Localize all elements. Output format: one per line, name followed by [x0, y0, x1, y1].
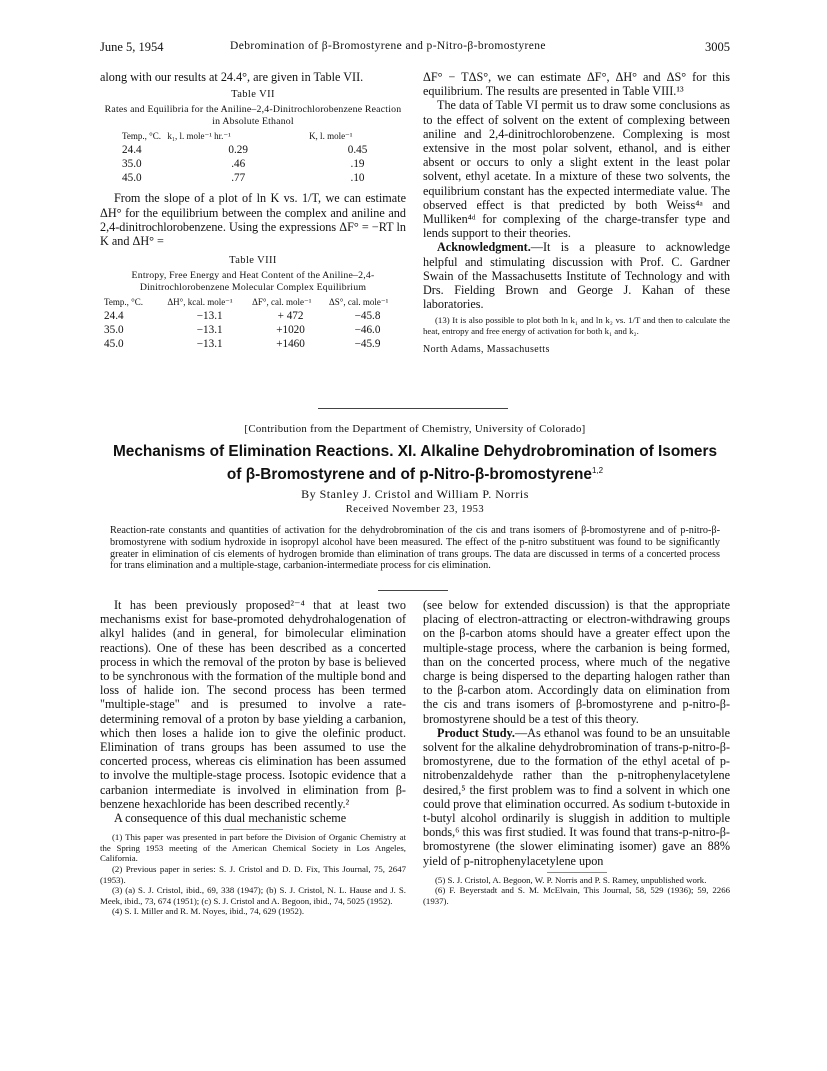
running-header [100, 40, 730, 56]
table-cell: .19 [350, 158, 365, 171]
table-cell: −46.0 [354, 324, 381, 337]
table-row [100, 157, 406, 171]
table-cell: .46 [231, 158, 246, 171]
table-cell: −13.1 [196, 324, 223, 337]
abstract: Reaction-rate constants and quantities of activation for the dehydrobromination of the cis and trans isomers of β-bromostyrene and of p-nitro-β-bromostyrene with sodium hydroxide in isopropyl alcohol have been measured. The effect of the p-nitro substituent was found to be significantly greater in elimination of cis elements of hydrogen bromide than elimination of trans groups. The data are discussed in terms of a concerted process for trans elimination and a multiple-stage, carbanion-intermediate process for cis elimination. [110, 525, 720, 572]
table-cell: 45.0 [104, 338, 124, 351]
table8-header: ΔF°, cal. mole⁻¹ [252, 297, 312, 308]
abstract-divider [378, 590, 448, 591]
table7-header: k₁, l. mole⁻¹ hr.⁻¹ [167, 131, 231, 142]
contribution-line: [Contribution from the Department of Chemistry, University of Colorado] [244, 423, 586, 435]
table7-label: Table VII [231, 89, 275, 101]
header-running-title: Debromination of β-Bromostyrene and p-Nitro-β-bromostyrene [230, 40, 546, 52]
table-cell: 24.4 [122, 144, 142, 157]
table-cell: −13.1 [196, 338, 223, 351]
footnote-5: (5) S. J. Cristol, A. Begoon, W. P. Norris and P. S. Ramey, unpublished work. [435, 874, 707, 885]
acknowledgment [423, 240, 730, 311]
body-paragraph: A consequence of this dual mechanistic scheme [114, 811, 347, 826]
footnote-6: (6) F. Beyerstadt and S. M. McElvain, This Journal, 58, 529 (1936); 59, 2266 (1937). [423, 885, 730, 907]
product-study-text: —As ethanol was found to be an unsuitable solvent for the alkaline dehydrobromination of trans-p-nitro-β-bromostyrene, due to the formation of the ethyl acetal of p-nitrobenzaldehyde rather than the p-nitrophenylacetylene desired,⁵ the first problem was to find a solvent in which one could prove that elimination occurred. As sodium t-butoxide in t-butyl alcohol ordinarily is sluggish in addition to multiple bonds,⁶ this was first studied. It was found that trans-p-nitro-β-bromostyrene (the slower eliminating isomer) gave an 88% yield of p-nitrophenylacetylene upon [423, 725, 730, 868]
table7-header: K, l. mole⁻¹ [309, 131, 353, 142]
footnote-3: (3) (a) S. J. Cristol, ibid., 69, 338 (1947); (b) S. J. Cristol, N. L. Hause and J. S. Meek, ibid., 73, 674 (1951); (c) S. J. Cristol and A. Begoon, ibid., 74, 5025 (1952). [100, 885, 406, 906]
footnote-1: (1) This paper was presented in part before the Division of Organic Chemistry at the Spring 1953 meeting of the American Chemical Society in Los Angeles, California. [100, 832, 406, 864]
right-column-top [423, 70, 730, 357]
product-study-heading: Product Study. [437, 725, 515, 740]
table-cell: + 472 [277, 310, 304, 323]
body-paragraph: (see below for extended discussion) is that the appropriate placing of electron-attracting or electron-withdrawing groups on the β-carbon atoms should have a greater effect upon the multiple-stage process, where the carbanion is being formed, than on the concerted process, where much of the negative charge is being dispersed to the departing halogen rather than to the β-carbon atom. Accordingly data on elimination from the cis and trans isomers of β-bromostyrene and p-nitro-β-bromostyrene should be a test of this theory. [423, 598, 730, 726]
table-row [100, 171, 406, 185]
table8-header: Temp., °C. [104, 297, 143, 308]
title-footnote-ref: 1,2 [591, 466, 604, 475]
footnote-divider [547, 872, 607, 873]
table8-caption: Entropy, Free Energy and Heat Content of the Aniline–2,4-Dinitrochlorobenzene Molecular Complex Equilibrium [131, 270, 375, 294]
section-divider [318, 408, 508, 409]
table7-header: Temp., °C. [122, 131, 161, 142]
intro-text: along with our results at 24.4°, are given in Table VII. [100, 70, 364, 84]
table7 [100, 128, 406, 185]
table8-header: ΔH°, kcal. mole⁻¹ [167, 297, 233, 308]
article-title-line1: Mechanisms of Elimination Reactions. XI. Alkaline Dehydrobromination of Isomers [112, 443, 718, 460]
location: North Adams, Massachusetts [423, 343, 550, 355]
ack-text: —It is a pleasure to acknowledge helpful and stimulating discussion with Prof. C. Gardner Swain of the Massachusetts Institute of Technology and with Drs. Fielding Brown and George J. Kahan of these laboratories. [423, 240, 730, 312]
page-number: 3005 [705, 40, 730, 54]
table-row [100, 323, 406, 337]
body-left-column [100, 598, 406, 917]
table-cell: −45.9 [354, 338, 381, 351]
table-cell: +1460 [276, 338, 305, 351]
table8-header: ΔS°, cal. mole⁻¹ [329, 297, 389, 308]
table-cell: .10 [350, 172, 365, 185]
table-cell: +1020 [276, 324, 305, 337]
table-cell: 24.4 [104, 310, 124, 323]
table8-label: Table VIII [229, 255, 277, 267]
ack-heading: Acknowledgment. [437, 240, 531, 255]
table-row [100, 309, 406, 323]
body-paragraph: It has been previously proposed²⁻⁴ that at least two mechanisms exist for base-promoted dehydrohalogenation of alkyl halides (and in general, for bimolecular elimination reactions). One of these has been described as a concerted process in which the removal of the proton by base is believed to be synchronous with the formation of the multiple bond and loss of halide ion. The second process has been termed "multiple-stage" and is presumed to involve a rate-determining removal of a proton by base yielding a carbanion, which then loses a halide ion to give the olefinic product. Elimination of trans groups has been assumed to use the concerted process, whereas cis elimination has been assumed to involve the multiple-stage process. Isotopic evidence that a carbanion intermediate is involved in elimination from β-benzene hexachloride has been described recently.² [100, 598, 406, 811]
received-date: Received November 23, 1953 [345, 504, 485, 515]
table-cell: −13.1 [196, 310, 223, 323]
table7-caption: Rates and Equilibria for the Aniline–2,4-Dinitrochlorobenzene Reaction in Absolute Ethanol [104, 104, 402, 128]
table-cell: .77 [231, 172, 246, 185]
estimate-paragraph: ΔF° − TΔS°, we can estimate ΔF°, ΔH° and ΔS° for this equilibrium. The results are presented in Table VIII.¹³ [423, 70, 730, 99]
table-cell: −45.8 [354, 310, 381, 323]
footnote-4: (4) S. I. Miller and R. M. Noyes, ibid., 74, 629 (1952). [112, 906, 305, 917]
left-column-top [100, 70, 406, 351]
body-right-column [423, 598, 730, 907]
footnote-13: (13) It is also possible to plot both ln k₁ and ln k₂ vs. 1/T and then to calculate the heat, entropy and free energy of activation for both k₁ and k₂. [423, 315, 730, 337]
footnote-2: (2) Previous paper in series: S. J. Cristol and D. D. Fix, This Journal, 75, 2647 (1953). [100, 864, 406, 885]
table-cell: 0.29 [228, 144, 248, 157]
table-cell: 45.0 [122, 172, 142, 185]
table-row [100, 337, 406, 351]
table-cell: 35.0 [104, 324, 124, 337]
table8 [100, 294, 406, 351]
footnote-divider [223, 829, 283, 830]
authors: By Stanley J. Cristol and William P. Norris [301, 487, 529, 501]
solvent-paragraph: The data of Table VI permit us to draw some conclusions as to the effect of solvent on the extent of complexing between aniline and 2,4-dinitrochlorobenzene. Complexing is most extensive in the most polar solvent, ethanol, and is either absent or occurs to only a slight extent in the least polar solvent, ethyl acetate. In a mixture of these two solvents, the equilibrium constant has the expected intermediate value. The observed effect is that predicted by both Weiss⁴ᵃ and Mulliken⁴ᵈ for complexing of the charge-transfer type and lends support to their theories. [423, 98, 730, 241]
slope-paragraph: From the slope of a plot of ln K vs. 1/T, we can estimate ΔH° for the equilibrium between the complex and aniline and 2,4-dinitrochlorobenzene. Using the expressions ΔF° = −RT ln K and ΔH° = [100, 191, 406, 249]
table-row [100, 143, 406, 157]
header-date: June 5, 1954 [100, 40, 164, 54]
table-cell: 35.0 [122, 158, 142, 171]
article-title [100, 442, 730, 484]
article-title-line2: of β-Bromostyrene and of p-Nitro-β-bromostyrene [226, 466, 592, 484]
table-cell: 0.45 [347, 144, 368, 157]
product-study [423, 726, 730, 868]
